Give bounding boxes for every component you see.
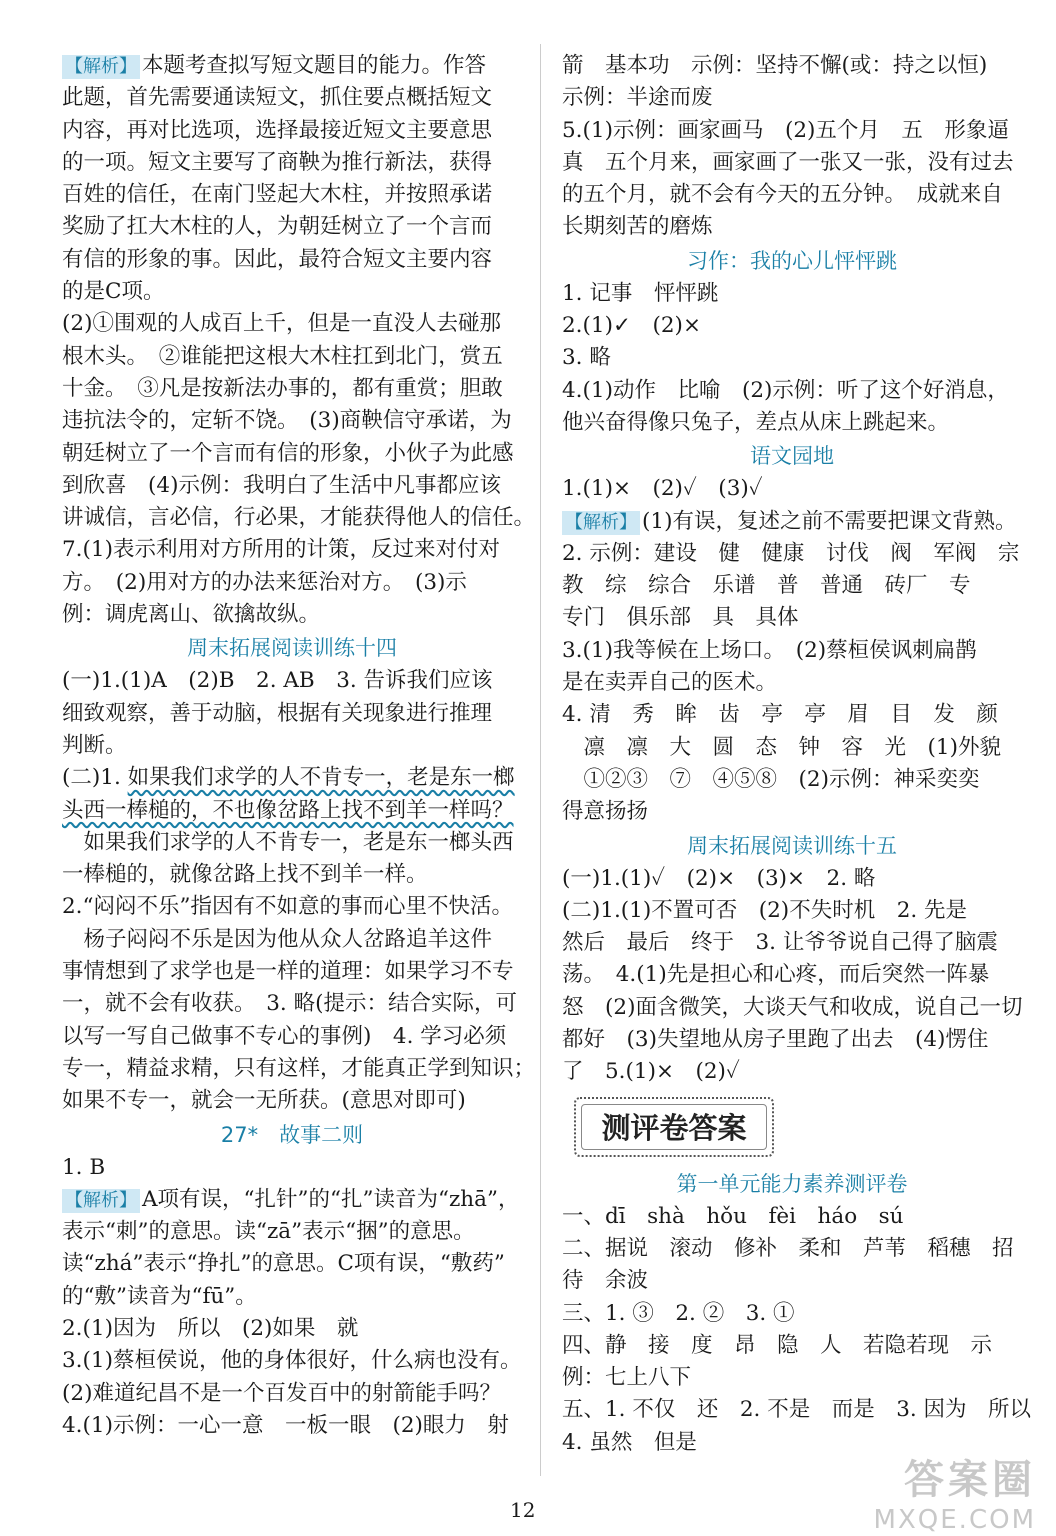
text-line: (一)1.(1)A (2)B 2. AB 3. 告诉我们应该 xyxy=(62,668,493,694)
section-heading: 周末拓展阅读训练十四 xyxy=(187,636,397,661)
text-line: 五、1. 不仅 还 2. 不是 而是 3. 因为 所以 xyxy=(562,1397,1032,1423)
text-line: 3.(1)我等候在上场口。 (2)蔡桓侯讽刺扁鹊 xyxy=(562,637,977,663)
text-line: 奖励了扛大木柱的人，为朝廷树立了一个言而 xyxy=(62,214,493,240)
watermark-logo-text: 答案圈 xyxy=(904,1457,1036,1503)
text-line: 违抗法令的，定斩不饶。 (3)商鞅信守承诺，为 xyxy=(62,408,512,434)
text-line: 【解析】 (1)有误，复述之前不需要把课文背熟。 xyxy=(562,506,1022,538)
text-line: 专一，精益求精，只有这样，才能真正学到知识； xyxy=(62,1055,536,1081)
text-line: 的五个月，就不会有今天的五分钟。 成就来自 xyxy=(562,182,1003,208)
text-line: 讲诚信，言必信，行必果，才能获得他人的信任。 xyxy=(62,505,536,531)
text-line: 二、据说 滚动 修补 柔和 芦苇 稻穗 招 xyxy=(562,1235,1014,1261)
analysis-tag: 【解析】 xyxy=(562,511,640,535)
text-line: 以写一写自己做事不专心的事例) 4. 学习必须 xyxy=(62,1023,507,1049)
text-line: (一)1.(1)✓ (2)× (3)× 2. 略 xyxy=(562,865,876,891)
section-heading: 周末拓展阅读训练十五 xyxy=(687,833,897,858)
text-line: 细致观察，善于动脑，根据有关现象进行推理 xyxy=(62,700,493,726)
column-divider xyxy=(540,44,541,1476)
text-line: 杨子闷闷不乐是因为他从众人岔路追羊这件 xyxy=(62,926,493,952)
text-line: 真 五个月来，画家画了一张又一张，没有过去 xyxy=(562,149,1014,175)
text-line: 他兴奋得像只兔子，差点从床上跳起来。 xyxy=(562,409,950,435)
text-line: 十金。 ③凡是按新法办事的，都有重赏；胆敢 xyxy=(62,375,503,401)
section-heading: 27* 故事二则 xyxy=(220,1122,364,1147)
text-line: 是在卖弄自己的医术。 xyxy=(562,670,778,696)
text-line: 荡。 4.(1)先是担心和心疼，而后突然一阵暴 xyxy=(562,962,990,988)
banner-title: 测评卷答案 xyxy=(574,1097,774,1157)
text-line: 【解析】 本题考查拟写短文题目的能力。作答 xyxy=(62,50,522,82)
text-line: 教 综 综合 乐谱 普 普通 砖厂 专 xyxy=(562,573,971,599)
text-line: 例：七上八下 xyxy=(562,1365,692,1391)
text-line: 3. 略 xyxy=(562,345,611,371)
wavy-underlined-text: 头西一棒槌的，不也像岔路上找不到羊一样吗？ xyxy=(62,797,514,823)
text-line: 2.(1)因为 所以 (2)如果 就 xyxy=(62,1315,359,1341)
text-line: 示例：半途而废 xyxy=(562,85,713,111)
text-line: 5.(1)示例：画家画马 (2)五个月 五 形象逼 xyxy=(562,117,1009,143)
text-line: 方。 (2)用对方的办法来惩治对方。 (3)示 xyxy=(62,569,467,595)
text-line: 得意扬扬 xyxy=(562,799,649,825)
text-line: 1. 记事 怦怦跳 xyxy=(562,280,719,306)
text-line: 一，就不会有收获。 3. 略(提示：结合实际，可 xyxy=(62,991,517,1017)
text-line: 凛 凛 大 圆 态 钟 容 光 (1)外貌 xyxy=(562,734,1001,760)
text-line: 朝廷树立了一个言而有信的形象，小伙子为此感 xyxy=(62,440,514,466)
text-line: 如果不专一，就会一无所获。(意思对即可) xyxy=(62,1088,466,1114)
text-line: 此题，首先需要通读短文，抓住要点概括短文 xyxy=(62,85,493,111)
watermark-url: MXQE.COM xyxy=(873,1505,1036,1535)
text-line: 怒 (2)面含微笑，大谈天气和收成，说自己一切 xyxy=(562,994,1023,1020)
text-line: 表示“刺”的意思。读“zā”表示“捆”的意思。 xyxy=(62,1219,475,1245)
text-line: 读“zhá”表示“挣扎”的意思。C项有误，“敷药” xyxy=(62,1251,505,1277)
text-line: 如果我们求学的人不肯专一，老是东一榔头西 xyxy=(62,829,514,855)
text-line: 三、1. ③ 2. ② 3. ① xyxy=(562,1300,795,1326)
right-column xyxy=(562,50,1032,1459)
text-line: 一棒槌的，就像岔路上找不到羊一样。 xyxy=(62,862,428,888)
left-column xyxy=(62,50,536,1442)
text-line: 1.(1)× (2)✓ (3)✓ xyxy=(562,476,763,502)
watermark xyxy=(874,1448,1036,1535)
section-heading: 语文园地 xyxy=(750,444,834,469)
text-line: 2.(1)✓ (2)× xyxy=(562,313,701,339)
text-line: 然后 最后 终于 3. 让爷爷说自己得了脑震 xyxy=(562,930,998,956)
text-line: 一、dī shà hǒu fèi háo sú xyxy=(562,1203,904,1229)
text-line: 到欣喜 (4)示例：我明白了生活中凡事都应该 xyxy=(62,472,501,498)
text-line xyxy=(62,795,522,827)
section-heading: 习作：我的心儿怦怦跳 xyxy=(687,248,897,273)
text-line: 2. 示例：建设 健 健康 讨伐 阀 军阀 宗 xyxy=(562,540,1020,566)
section-heading: 第一单元能力素养测评卷 xyxy=(676,1171,908,1196)
text-line: 都好 (3)失望地从房子里跑了出去 (4)愣住 xyxy=(562,1027,989,1053)
page-number: 12 xyxy=(510,1498,536,1522)
text-line: 了 5.(1)× (2)✓ xyxy=(562,1059,740,1085)
text-line: 4. 虽然 但是 xyxy=(562,1429,697,1455)
text-line: 4.(1)示例：一心一意 一板一眼 (2)眼力 射 xyxy=(62,1412,509,1438)
text-line: 有信的形象的事。因此，最符合短文主要内容 xyxy=(62,246,493,272)
text-line: ①②③ ⑦ ④⑤⑧ (2)示例：神采奕奕 xyxy=(562,766,980,792)
text-line: 箭 基本功 示例：坚持不懈(或：持之以恒) xyxy=(562,53,988,78)
text-line: 4.(1)动作 比喻 (2)示例：听了这个好消息， xyxy=(562,377,1009,403)
text-line: 1. B xyxy=(62,1154,106,1180)
text-line: (2)①围观的人成百上千，但是一直没人去碰那 xyxy=(62,311,501,337)
analysis-tag: 【解析】 xyxy=(62,55,140,79)
text-line: 百姓的信任，在南门竖起大木柱，并按照承诺 xyxy=(62,182,493,208)
text-line: (二)1. 如果我们求学的人不肯专一，老是东一榔 xyxy=(62,765,515,791)
text-line: 7.(1)表示利用对方所用的计策，反过来对付对 xyxy=(62,537,500,563)
text-line: 的是C项。 xyxy=(62,279,165,305)
text-line: 3.(1)蔡桓侯说，他的身体很好，什么病也没有。 xyxy=(62,1348,522,1374)
text-line: 待 余波 xyxy=(562,1268,649,1294)
text-line: 【解析】 A项有误，“扎针”的“扎”读音为“zhā”， xyxy=(62,1184,522,1216)
text-line: 例：调虎离山、欲擒故纵。 xyxy=(62,602,321,628)
text-line: 判断。 xyxy=(62,732,127,758)
text-line: 2.“闷闷不乐”指因有不如意的事而心里不快活。 xyxy=(62,894,513,920)
analysis-tag: 【解析】 xyxy=(62,1189,140,1213)
text-line: 的“敷”读音为“fū”。 xyxy=(62,1283,257,1309)
text-line: 的一项。短文主要写了商鞅为推行新法，获得 xyxy=(62,149,493,175)
text-line: 专门 俱乐部 具 具体 xyxy=(562,605,799,631)
text-line: (2)难道纪昌不是一个百发百中的射箭能手吗？ xyxy=(62,1380,501,1406)
wavy-underlined-text: 如果我们求学的人不肯专一，老是东一榔 xyxy=(127,765,515,791)
text-line: 根木头。 ②谁能把这根大木柱扛到北门，赏五 xyxy=(62,343,503,369)
answer-key-banner xyxy=(562,1089,1022,1167)
text-line: 内容，再对比选项，选择最接近短文主要意思 xyxy=(62,117,493,143)
text-line: 四、静 接 度 昂 隐 人 若隐若现 示 xyxy=(562,1332,993,1358)
text-line: 事情想到了求学也是一样的道理：如果学习不专 xyxy=(62,959,514,985)
text-line: 4. 清 秀 眸 齿 亭 亭 眉 目 发 颜 xyxy=(562,702,998,728)
text-line: (二)1.(1)不置可否 (2)不失时机 2. 先是 xyxy=(562,897,968,923)
text-line: 长期刻苦的磨炼 xyxy=(562,214,713,240)
